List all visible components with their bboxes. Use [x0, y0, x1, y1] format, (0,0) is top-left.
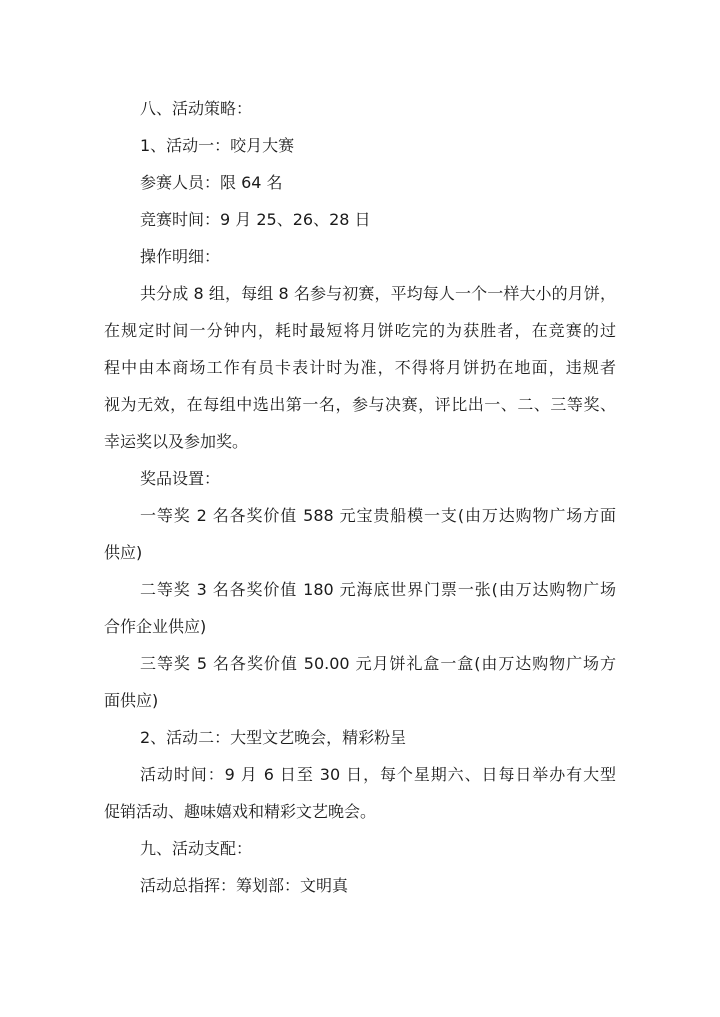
- paragraph-line: 促销活动、趣味嬉戏和精彩文艺晚会。: [104, 802, 377, 821]
- text-line: 奖品设置：: [140, 469, 221, 488]
- text-line: 操作明细：: [140, 247, 221, 266]
- text-line: 活动总指挥：筹划部：文明真: [140, 876, 349, 895]
- prize-line: 一等奖 2 名各奖价值 588 元宝贵船模一支(由万达购物广场方面: [140, 506, 616, 525]
- paragraph-line: 幸运奖以及参加奖。: [104, 432, 249, 451]
- prize-line: 三等奖 5 名各奖价值 50.00 元月饼礼盒一盒(由万达购物广场方: [140, 654, 616, 673]
- text-line: 参赛人员：限 64 名: [140, 173, 283, 192]
- activity-heading: 1、活动一：咬月大赛: [140, 136, 295, 155]
- paragraph-line: 视为无效，在每组中选出第一名，参与决赛，评比出一、二、三等奖、: [104, 395, 616, 414]
- prize-line: 合作企业供应): [104, 617, 207, 636]
- section-heading: 九、活动支配：: [140, 839, 253, 858]
- prize-line: 供应): [104, 543, 143, 562]
- document-body: [104, 90, 616, 904]
- paragraph-line: 共分成 8 组，每组 8 名参与初赛，平均每人一个一样大小的月饼，: [140, 284, 616, 303]
- section-heading: 八、活动策略：: [140, 99, 253, 118]
- prize-line: 面供应): [104, 691, 159, 710]
- paragraph-line: 在规定时间一分钟内，耗时最短将月饼吃完的为获胜者，在竞赛的过: [104, 321, 616, 340]
- text-line: 竞赛时间：9 月 25、26、28 日: [140, 210, 371, 229]
- prize-line: 二等奖 3 名各奖价值 180 元海底世界门票一张(由万达购物广场: [140, 580, 616, 599]
- paragraph-line: 活动时间：9 月 6 日至 30 日，每个星期六、日每日举办有大型: [140, 765, 616, 784]
- paragraph-line: 程中由本商场工作有员卡表计时为准，不得将月饼扔在地面，违规者: [104, 358, 616, 377]
- activity-heading: 2、活动二：大型文艺晚会，精彩粉呈: [140, 728, 407, 747]
